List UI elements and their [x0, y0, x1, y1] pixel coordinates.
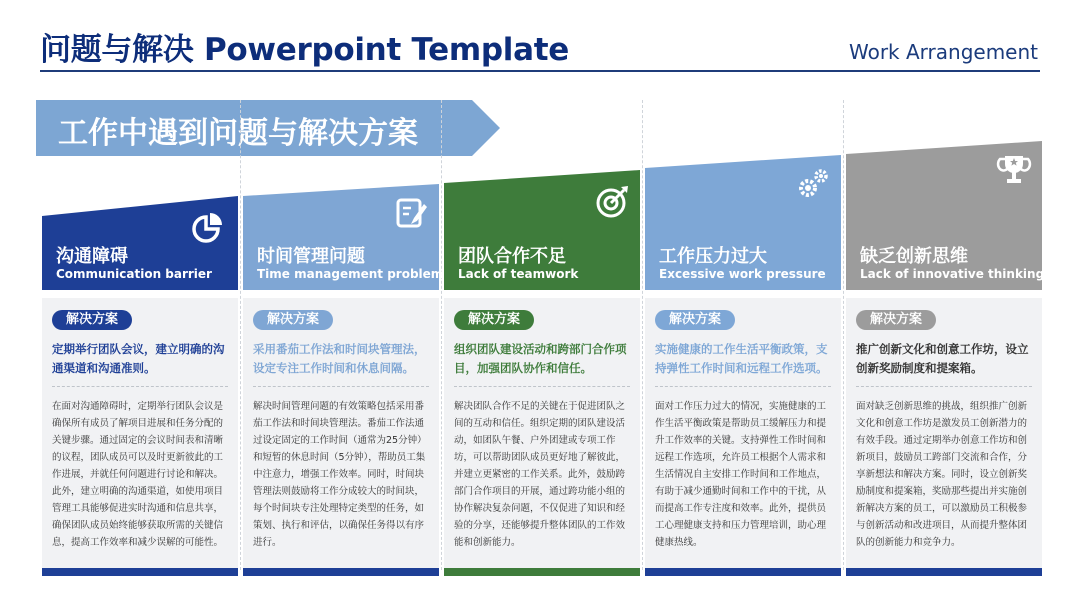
solution-paragraph: 解决时间管理问题的有效策略包括采用番茄工作法和时间块管理法。番茄工作法通过设定固定的工作时间（通常为25分钟）和短暂的休息时间（5分钟），帮助员工集中注意力，增强工作效率。同时，时间块管理法则鼓励将工作分成较大的时间块，每个时间块专注处理特定类型的任务，如策划、执行和评估，以确保任务得以有序进行。 — [253, 401, 427, 548]
dashed-separator — [253, 386, 429, 387]
trophy-icon — [996, 152, 1032, 188]
column-divider — [240, 100, 241, 570]
solution-badge: 解决方案 — [52, 310, 132, 330]
problem-column-communication — [42, 0, 238, 608]
column-title: 沟通障碍 — [56, 246, 128, 267]
banner-title: 工作中遇到问题与解决方案 — [58, 116, 418, 151]
problem-column-innovation — [846, 0, 1045, 608]
column-subtitle: Communication barrier — [56, 267, 212, 281]
column-title: 缺乏创新思维 — [860, 246, 968, 267]
gears-icon — [795, 166, 831, 202]
solution-lead: 实施健康的工作生活平衡政策，支持弹性工作时间和远程工作选项。 — [655, 342, 828, 375]
solution-paragraph: 面对工作压力过大的情况，实施健康的工作生活平衡政策是帮助员工缓解压力和提升工作效率的关键。支持弹性工作时间和远程工作选项，允许员工根据个人需求和生活情况自主安排工作时间和工作地点，有助于减少通勤时间和工作中的干扰，从而提高工作专注度和效率。此外，提供员工心理健康支持和压力管理培训，助心理健康热线。 — [655, 401, 827, 548]
target-icon — [594, 184, 630, 220]
column-subtitle: Lack of innovative thinking — [860, 267, 1045, 281]
column-title: 工作压力过大 — [659, 246, 767, 267]
solution-lead: 定期举行团队会议，建立明确的沟通渠道和沟通准则。 — [52, 342, 225, 375]
dashed-separator — [52, 386, 228, 387]
column-title: 团队合作不足 — [458, 246, 566, 267]
column-subtitle: Excessive work pressure — [659, 267, 826, 281]
solution-lead: 推广创新文化和创意工作坊，设立创新奖励制度和提案箱。 — [856, 342, 1029, 375]
pie-chart-icon — [190, 210, 226, 246]
page-subtitle: Work Arrangement — [848, 40, 1038, 64]
column-subtitle: Time management problem — [257, 267, 444, 281]
solution-badge: 解决方案 — [856, 310, 936, 330]
column-bottom-bar — [243, 568, 439, 576]
dashed-separator — [856, 386, 1032, 387]
column-title: 时间管理问题 — [257, 246, 365, 267]
column-bottom-bar — [444, 568, 640, 576]
column-bottom-bar — [846, 568, 1042, 576]
dashed-separator — [655, 386, 831, 387]
problem-column-teamwork — [444, 0, 640, 608]
column-divider — [843, 100, 844, 570]
problem-column-time — [243, 0, 444, 608]
solution-lead: 组织团队建设活动和跨部门合作项目，加强团队协作和信任。 — [454, 342, 627, 375]
solution-badge: 解决方案 — [253, 310, 333, 330]
dashed-separator — [454, 386, 630, 387]
solution-badge: 解决方案 — [655, 310, 735, 330]
column-bottom-bar — [42, 568, 238, 576]
page-title: 问题与解决 Powerpoint Template — [40, 32, 569, 68]
column-bottom-bar — [645, 568, 841, 576]
column-body — [444, 298, 640, 568]
column-subtitle: Lack of teamwork — [458, 267, 579, 281]
edit-document-icon — [393, 196, 429, 232]
problem-column-pressure — [645, 0, 841, 608]
solution-badge: 解决方案 — [454, 310, 534, 330]
column-body — [243, 298, 439, 568]
column-body — [42, 298, 238, 568]
column-body — [645, 298, 841, 568]
solution-paragraph: 面对缺乏创新思维的挑战，组织推广创新文化和创意工作坊是激发员工创新潜力的有效手段。通过定期举办创意工作坊和创新项目，鼓励员工跨部门交流和合作，分享新想法和解决方案。同时，设立创新奖励制度和提案箱，奖励那些提出并实施创新解决方案的员工，可以激励员工积极参与创新活动和改进项目，从而提升整体团队的创新能力和竞争力。 — [856, 401, 1028, 548]
column-divider — [441, 100, 442, 570]
solution-paragraph: 在面对沟通障碍时，定期举行团队会议是确保所有成员了解项目进展和任务分配的关键步骤。通过固定的会议时间表和清晰的议程，团队成员可以及时更新彼此的工作进展，并就任何问题进行讨论和解决。此外，建立明确的沟通渠道，如使用项目管理工具能够促进实时沟通和信息共享，确保团队成员始终能够获取所需的关键信息，提高工作效率和减少误解的可能性。 — [52, 401, 224, 548]
solution-lead: 采用番茄工作法和时间块管理法，设定专注工作时间和休息间隔。 — [253, 342, 426, 375]
column-body — [846, 298, 1042, 568]
column-divider — [642, 100, 643, 570]
solution-paragraph: 解决团队合作不足的关键在于促进团队之间的互动和信任。组织定期的团队建设活动，如团队午餐、户外团建或专项工作坊，可以帮助团队成员更好地了解彼此，并建立更紧密的工作关系。此外，鼓励跨部门合作项目的开展，通过跨功能小组的协作解决复杂问题，不仅促进了知识和经验的分享，还能够提升整体团队的工作效能和创新能力。 — [454, 401, 626, 548]
